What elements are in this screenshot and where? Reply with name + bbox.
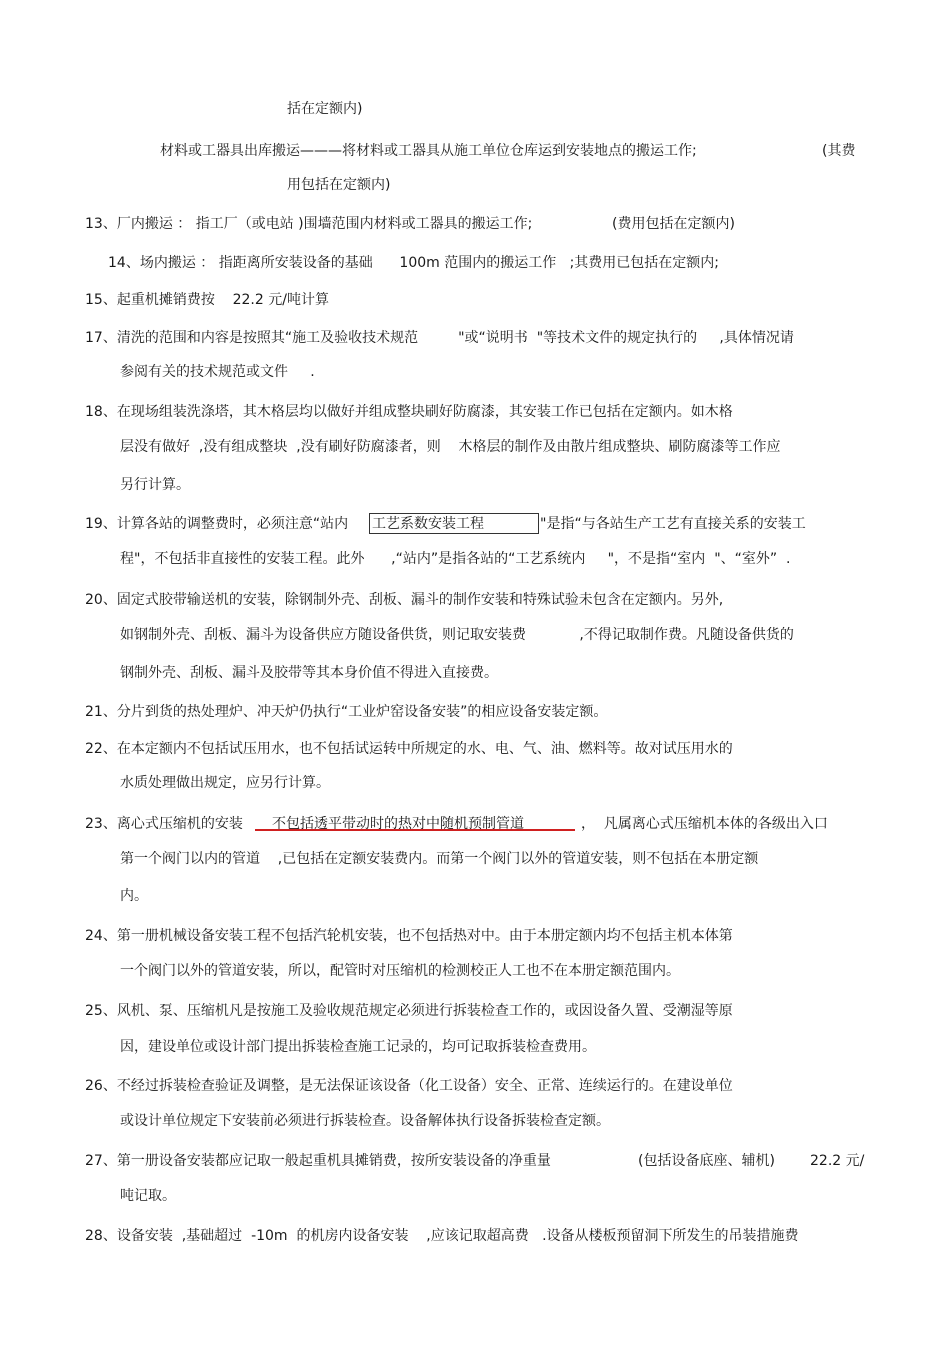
text-line: 23、离心式压缩机的安装 — [85, 816, 243, 832]
text-line: 层没有做好 ,没有组成整块 ,没有刷好防腐漆者，则 木格层的制作及由散片组成整块、刷防腐漆等工作应 — [120, 439, 781, 455]
text-line: 钢制外壳、刮板、漏斗及胶带等其本身价值不得进入直接费。 — [120, 665, 498, 681]
text-line: 22.2 元/ — [810, 1153, 865, 1169]
text-line: 第一个阀门以内的管道 ,已包括在定额安装费内。而第一个阀门以外的管道安装，则不包括在本册定额 — [120, 851, 759, 867]
underlined-text: 不包括透平带动时的热对中随机预制管道 — [272, 816, 524, 832]
text-line: 一个阀门以外的管道安装，所以，配管时对压缩机的检测校正人工也不在本册定额范围内。 — [120, 963, 680, 979]
text-line: 13、厂内搬运 ： 指工厂（或电站 )围墙范围内材料或工器具的搬运工作; — [85, 216, 533, 232]
text-line: 括在定额内) — [287, 101, 363, 117]
text-line: 如钢制外壳、刮板、漏斗为设备供应方随设备供货，则记取安装费 ,不得记取制作费。凡随设备供货的 — [120, 627, 794, 643]
text-line: 18、在现场组装洗涤塔，其木格层均以做好并组成整块刷好防腐漆，其安装工作已包括在定额内。如木格 — [85, 404, 733, 420]
text-line: 14、场内搬运 ： 指距离所安装设备的基础 100m 范围内的搬运工作 ;其费用已包括在定额内; — [108, 255, 720, 271]
boxed-text: 工艺系数安装工程 — [372, 516, 484, 532]
text-line: 用包括在定额内) — [287, 177, 391, 193]
text-line: 24、第一册机械设备安装工程不包括汽轮机安装，也不包括热对中。由于本册定额内均不包括主机本体第 — [85, 928, 733, 944]
text-line: (包括设备底座、辅机) — [638, 1153, 775, 1169]
text-line: 19、计算各站的调整费时，必须注意“站内 — [85, 516, 349, 532]
text-line: ， 凡属离心式压缩机本体的各级出入口 — [581, 816, 828, 832]
text-line: (其费 — [822, 143, 856, 159]
text-line: 材料或工器具出库搬运———将材料或工器具从施工单位仓库运到安装地点的搬运工作; — [160, 143, 697, 159]
text-line: 15、起重机摊销费按 22.2 元/吨计算 — [85, 292, 329, 308]
text-line: 28、设备安装 ,基础超过 -10m 的机房内设备安装 ,应该记取超高费 .设备从楼板预留洞下所发生的吊装措施费 — [85, 1228, 799, 1244]
text-line: (费用包括在定额内) — [612, 216, 735, 232]
red-underline — [255, 829, 575, 831]
text-line: "是指“与各站生产工艺有直接关系的安装工 — [540, 516, 806, 532]
text-line: 程"，不包括非直接性的安装工程。此外 ,“站内”是指各站的“工艺系统内 "，不是指“室内 "、“室外” . — [120, 551, 791, 567]
text-line: 参阅有关的技术规范或文件 . — [120, 364, 315, 380]
text-line: 吨记取。 — [120, 1188, 176, 1204]
text-line: 20、固定式胶带输送机的安装，除钢制外壳、刮板、漏斗的制作安装和特殊试验未包含在定额内。另外, — [85, 592, 724, 608]
text-line: 26、不经过拆装检查验证及调整，是无法保证该设备（化工设备）安全、正常、连续运行的。在建设单位 — [85, 1078, 733, 1094]
text-line: 或设计单位规定下安装前必须进行拆装检查。设备解体执行设备拆装检查定额。 — [120, 1113, 610, 1129]
text-line: 21、分片到货的热处理炉、冲天炉仍执行“工业炉窑设备安装”的相应设备安装定额。 — [85, 704, 608, 720]
text-line: 水质处理做出规定，应另行计算。 — [120, 775, 330, 791]
text-line: 17、清洗的范围和内容是按照其“施工及验收技术规范 "或“说明书 "等技术文件的规定执行的 ,具体情况请 — [85, 330, 794, 346]
text-line: 另行计算。 — [120, 477, 190, 493]
text-line: 22、在本定额内不包括试压用水，也不包括试运转中所规定的水、电、气、油、燃料等。故对试压用水的 — [85, 741, 733, 757]
text-line: 27、第一册设备安装都应记取一般起重机具摊销费，按所安装设备的净重量 — [85, 1153, 551, 1169]
text-line: 25、风机、泵、压缩机凡是按施工及验收规范规定必须进行拆装检查工作的，或因设备久置、受潮湿等原 — [85, 1003, 733, 1019]
text-line: 因，建设单位或设计部门提出拆装检查施工记录的，均可记取拆装检查费用。 — [120, 1039, 596, 1055]
text-line: 内。 — [120, 888, 148, 904]
